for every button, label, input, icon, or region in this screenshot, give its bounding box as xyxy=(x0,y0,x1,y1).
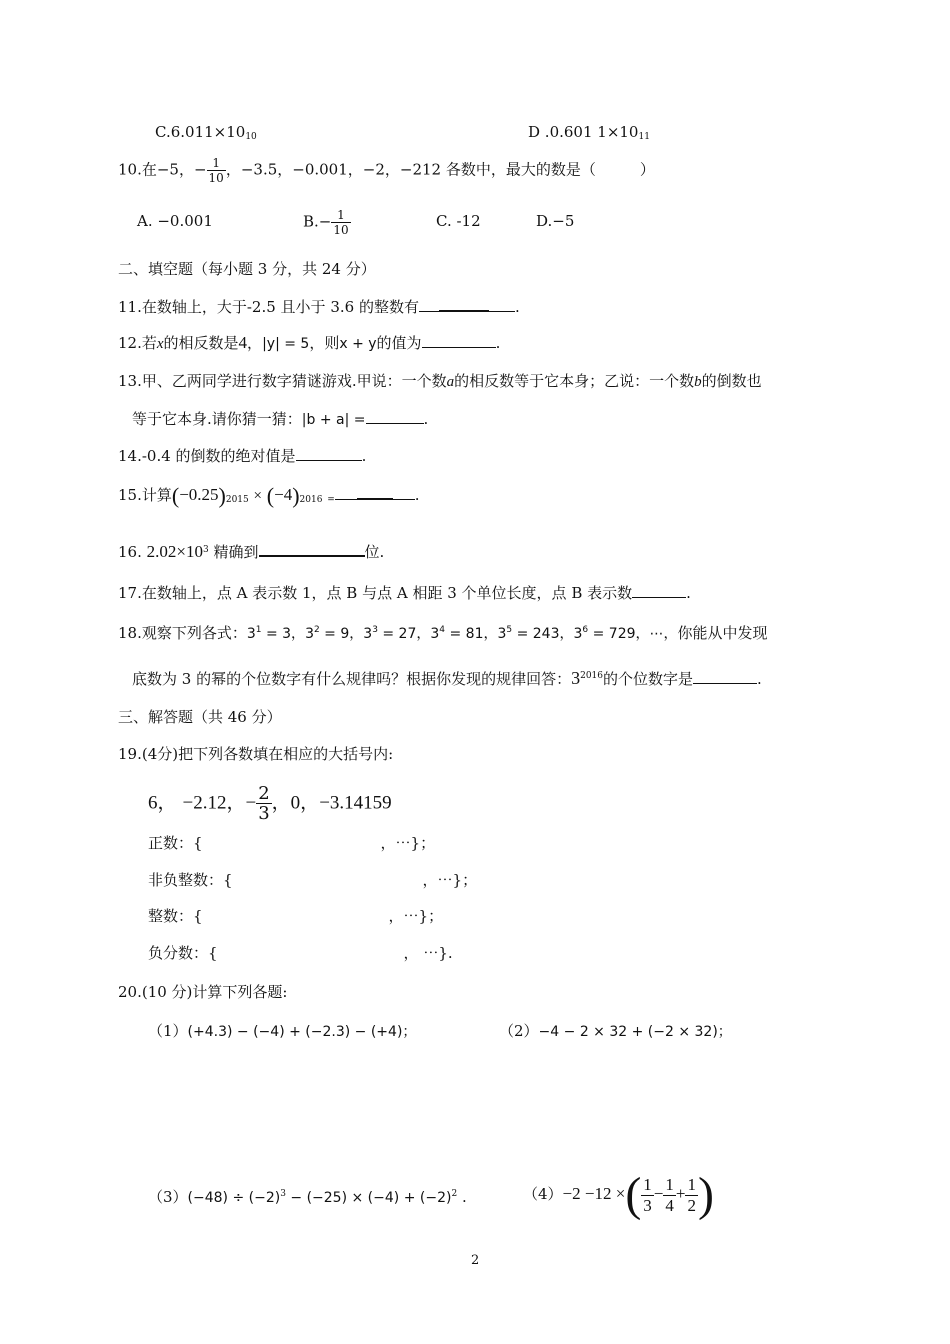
q16-value: 2.02×10 xyxy=(146,542,203,561)
q18-power-2-exp: 2 xyxy=(313,625,320,635)
q18-power-6-exp: 6 xyxy=(582,625,589,635)
q13-text-c: 的倒数也 xyxy=(701,372,762,390)
q18-power-2-value: = 9， xyxy=(324,626,364,642)
q15-paren-close-1: ) xyxy=(218,483,226,508)
q19-number-3-comma: ， xyxy=(271,792,291,814)
q18-power-6 xyxy=(574,626,678,642)
q15-answer-blank-a[interactable] xyxy=(335,499,357,500)
q9-option-c-text: C.6.011×10 xyxy=(155,123,246,141)
q15-exponent-1: 2015 xyxy=(225,495,249,505)
q15-equals: = xyxy=(327,495,335,505)
q20-part-4-fraction-2 xyxy=(663,1175,676,1216)
q18-power-4-value: = 81， xyxy=(449,626,498,642)
section-3-heading: 三、解答题（共 46 分） xyxy=(118,708,282,726)
q19-set-negative-fraction xyxy=(148,943,453,963)
q18-power-2-base: 3 xyxy=(305,626,314,642)
q12-end: . xyxy=(495,334,501,352)
question-12 xyxy=(118,333,500,354)
q20-part-3-expr-b: − (−25) × (−4) + (−2) xyxy=(285,1190,452,1206)
q20-part-2 xyxy=(499,1021,732,1042)
q20-part-1-label: （1） xyxy=(148,1022,188,1040)
q15-paren-open-2: ( xyxy=(266,483,275,508)
q20-part-4-fraction-3 xyxy=(685,1175,698,1216)
q10-stem-b: ，−3.5，−0.001，−2，−212 各数中，最大的数是（ xyxy=(225,160,596,179)
q20-part-3-end: . xyxy=(457,1188,467,1206)
q20-part-4-fraction-2-den: 4 xyxy=(665,1195,674,1215)
q19-numbers xyxy=(148,784,392,823)
q18-power-1 xyxy=(247,626,305,642)
question-11 xyxy=(118,297,520,317)
q15-paren-close-2: ) xyxy=(292,483,300,508)
q19-number-2: −2.12， xyxy=(182,792,246,814)
q18-power-6-base: 3 xyxy=(573,626,583,642)
question-17 xyxy=(118,583,691,603)
q20-part-3-label: （3） xyxy=(148,1188,188,1206)
q12-four: 4 xyxy=(238,333,248,352)
q13-text-b: 的相反数等于它本身；乙说：一个数 xyxy=(454,372,695,390)
q18-answer-blank[interactable] xyxy=(693,683,757,684)
q17-text: 17.在数轴上，点 A 表示数 1，点 B 与点 A 相距 3 个单位长度，点 B 表示数 xyxy=(118,584,633,602)
q20-part-4-plus: + xyxy=(675,1184,686,1203)
q17-answer-blank[interactable] xyxy=(632,597,686,598)
q16-text: 精确到 xyxy=(213,543,259,561)
question-18-line-1 xyxy=(118,620,768,644)
q10-option-d: D.−5 xyxy=(536,212,575,230)
q18-big-exponent: 2016 xyxy=(580,671,603,681)
q19-set-positive-tail: ，⋯}； xyxy=(380,834,436,852)
q19-set-nonnegative-tail: ，⋯}； xyxy=(422,871,478,889)
q19-number-3-fraction xyxy=(256,784,271,823)
q20-part-4-paren-close: ) xyxy=(697,1168,714,1221)
q17-end: . xyxy=(686,584,691,602)
q18-power-5 xyxy=(497,626,573,642)
q20-part-4-fraction-2-num: 1 xyxy=(665,1174,674,1194)
q19-number-4: 0， xyxy=(290,792,320,814)
q18-power-3-value: = 27， xyxy=(382,626,431,642)
q20-part-3-expr-a: (−48) ÷ (−2) xyxy=(187,1190,281,1206)
q19-number-1: 6， xyxy=(148,792,177,814)
q18-power-6-value: = 729，⋯， xyxy=(592,626,678,642)
q15-paren-open-1: ( xyxy=(171,483,180,508)
q12-sum: x + y xyxy=(339,336,377,352)
q13-text-d: 等于它本身.请你猜一猜： xyxy=(132,410,302,428)
q13-var-a: a xyxy=(446,374,455,390)
q18-power-2 xyxy=(305,626,363,642)
q15-text: 15.计算 xyxy=(118,486,172,504)
q10-stem-c: ） xyxy=(639,160,655,179)
q18-power-4 xyxy=(430,626,497,642)
q12-text-a: 12.若 xyxy=(118,334,157,352)
q19-set-positive xyxy=(148,833,435,853)
q10-fraction-numerator: 1 xyxy=(207,156,226,171)
q10-option-b xyxy=(303,208,351,237)
q18-power-4-exp: 4 xyxy=(439,625,446,635)
q18-end: . xyxy=(757,670,762,688)
q15-base-2: −4 xyxy=(274,485,293,504)
q11-answer-blank-b[interactable] xyxy=(439,310,489,312)
question-18-line-2 xyxy=(132,666,762,689)
q19-number-3-denominator: 3 xyxy=(258,803,270,824)
q16-number: 16. xyxy=(118,543,142,561)
q18-power-5-exp: 5 xyxy=(506,625,513,635)
q20-part-4-fraction-3-num: 1 xyxy=(687,1174,696,1194)
q20-part-3 xyxy=(148,1184,467,1208)
q10-stem-a: 10.在−5，− xyxy=(118,160,207,179)
q14-text: 14.-0.4 的倒数的绝对值是 xyxy=(118,447,296,465)
q19-set-negative-fraction-tail: ， ⋯}. xyxy=(403,944,453,962)
q15-times: × xyxy=(253,488,263,504)
q14-answer-blank[interactable] xyxy=(296,460,362,461)
q9-option-d-exponent: 11 xyxy=(638,132,650,142)
q15-base-1: −0.25 xyxy=(179,485,219,504)
q9-option-d-text: D .0.601 1×10 xyxy=(528,123,639,141)
q13-end: . xyxy=(423,410,429,428)
question-15 xyxy=(118,485,420,510)
question-16 xyxy=(118,540,384,562)
q18-line-2-text: 底数为 3 的幂的个位数字有什么规律吗？根据你发现的规律回答： xyxy=(132,670,572,688)
q9-option-c-exponent: 10 xyxy=(245,132,257,142)
q19-set-integer xyxy=(148,906,443,926)
q12-text-c: ， xyxy=(247,334,263,352)
q13-text-a: 13.甲、乙两同学进行数字猜谜游戏.甲说：一个数 xyxy=(118,372,447,390)
q12-var-x: x xyxy=(156,336,164,352)
q15-answer-blank-c[interactable] xyxy=(393,499,415,500)
q11-end: . xyxy=(514,298,520,316)
q14-end: . xyxy=(361,447,367,465)
q19-set-integer-tail: ，⋯}； xyxy=(388,907,444,925)
q18-big-base: 3 xyxy=(571,668,581,688)
q16-exponent: 3 xyxy=(202,545,209,555)
q20-part-1-expression: (+4.3) − (−4) + (−2.3) − (+4)； xyxy=(187,1024,417,1040)
q10-option-a: A. −0.001 xyxy=(137,212,213,230)
q18-power-1-base: 3 xyxy=(246,626,256,642)
question-13-line-2 xyxy=(132,409,428,430)
question-13-line-1 xyxy=(118,371,762,392)
q10-option-c: C. -12 xyxy=(436,212,481,230)
q10-fraction xyxy=(207,156,226,185)
q12-text-b: 的相反数是 xyxy=(163,334,239,352)
q18-power-3-base: 3 xyxy=(363,626,373,642)
q18-line-2-end: 的个位数字是 xyxy=(603,670,694,688)
q13-var-b: b xyxy=(694,374,702,390)
q19-set-nonnegative-label: 非负整数：{ xyxy=(148,871,233,889)
q18-power-5-value: = 243， xyxy=(516,626,574,642)
q20-part-4-label: （4） xyxy=(523,1185,563,1203)
question-14 xyxy=(118,446,366,466)
q20-part-4-fraction-1-num: 1 xyxy=(643,1174,652,1194)
q19-number-3-numerator: 2 xyxy=(258,783,270,804)
q16-end: 位. xyxy=(364,543,385,561)
q15-end: . xyxy=(414,486,420,504)
q20-part-3-exponent-1: 3 xyxy=(280,1189,286,1199)
q18-power-3-exp: 3 xyxy=(372,625,378,635)
q10-option-b-denominator: 10 xyxy=(333,223,349,237)
q18-tail: 你能从中发现 xyxy=(677,624,768,642)
q13-expression: |b + a| = xyxy=(301,412,366,428)
q9-option-c xyxy=(155,122,257,147)
q20-part-1 xyxy=(148,1021,416,1042)
q11-text: 11.在数轴上，大于-2.5 且小于 3.6 的整数有 xyxy=(118,298,419,316)
q19-set-positive-label: 正数：{ xyxy=(148,834,203,852)
q12-abs-y: |y| = 5 xyxy=(262,336,310,352)
q19-set-nonnegative-integer xyxy=(148,870,477,890)
page-number: 2 xyxy=(471,1253,480,1268)
q12-answer-blank[interactable] xyxy=(422,347,496,348)
q20-part-4-fraction-1-den: 3 xyxy=(643,1195,652,1215)
q10-option-b-fraction xyxy=(331,208,350,237)
q18-power-1-value: = 3， xyxy=(265,626,306,642)
q18-power-5-base: 3 xyxy=(497,626,507,642)
q15-exponent-2: 2016 xyxy=(299,495,323,505)
q10-option-b-numerator: 1 xyxy=(331,208,350,223)
q15-answer-blank-b[interactable] xyxy=(357,498,393,500)
q19-set-negative-fraction-label: 负分数：{ xyxy=(148,944,218,962)
section-2-heading: 二、填空题（每小题 3 分，共 24 分） xyxy=(118,260,376,278)
q20-part-4-fraction-3-den: 2 xyxy=(687,1195,696,1215)
q12-text-e: 的值为 xyxy=(376,334,422,352)
q16-answer-blank[interactable] xyxy=(259,555,365,557)
q19-title: 19.(4分)把下列各数填在相应的大括号内: xyxy=(118,745,394,763)
q20-part-3-exponent-2: 2 xyxy=(451,1189,458,1199)
q18-power-1-exp: 1 xyxy=(255,625,262,635)
q18-lead: 18.观察下列各式： xyxy=(118,624,247,642)
q19-set-integer-label: 整数：{ xyxy=(148,907,203,925)
q11-answer-blank-a[interactable] xyxy=(419,311,439,312)
q20-part-4-minus: − xyxy=(653,1184,664,1203)
q12-text-d: ，则 xyxy=(309,334,340,352)
q20-part-2-expression: −4 − 2 × 32 + (−2 × 32)； xyxy=(538,1024,732,1040)
q10-option-b-text: B.− xyxy=(303,212,332,231)
q9-option-d xyxy=(528,122,650,147)
q18-power-4-base: 3 xyxy=(430,626,440,642)
q13-answer-blank[interactable] xyxy=(366,423,424,424)
q18-power-3 xyxy=(363,626,430,642)
q20-part-2-label: （2） xyxy=(499,1022,539,1040)
q20-part-4-fraction-1 xyxy=(641,1175,654,1216)
q20-title: 20.(10 分)计算下列各题: xyxy=(118,983,288,1001)
q19-number-3-sign: − xyxy=(245,792,257,814)
q20-part-4-paren-open: ( xyxy=(625,1168,642,1221)
question-10 xyxy=(118,156,655,185)
q10-fraction-denominator: 10 xyxy=(208,171,224,185)
q20-part-4-expr: −2 −12 × xyxy=(562,1184,626,1203)
q19-number-5: −3.14159 xyxy=(319,792,392,814)
q20-part-4 xyxy=(523,1168,714,1220)
q11-answer-blank-c[interactable] xyxy=(489,311,515,312)
